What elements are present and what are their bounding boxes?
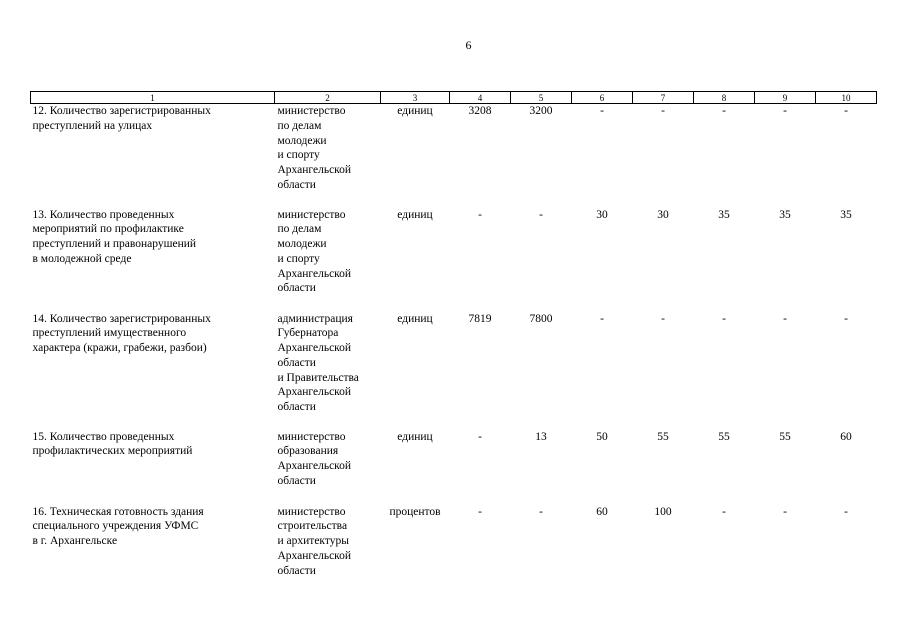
indicator-name-line: в г. Архангельске xyxy=(32,535,118,548)
value-cell: - xyxy=(539,208,543,221)
responsible-executor-line: молодежи xyxy=(277,134,327,147)
responsible-executor-line: администрация xyxy=(277,312,353,325)
responsible-executor-line: Архангельской xyxy=(277,267,352,280)
value-cell: - xyxy=(783,505,787,518)
unit-cell: единиц xyxy=(397,105,433,117)
page-number: 6 xyxy=(465,38,472,52)
table-row xyxy=(31,208,877,312)
header-cell: 4 xyxy=(450,92,511,104)
value-cell: - xyxy=(783,105,787,117)
value-cell: - xyxy=(722,312,726,325)
indicator-name xyxy=(31,505,275,600)
indicator-name-line: преступлений и правонарушений xyxy=(32,238,197,251)
value-cell: - xyxy=(661,105,665,117)
value-cell: 60 xyxy=(840,430,852,443)
responsible-executor-line: и архитектуры xyxy=(277,535,349,548)
responsible-executor-line: области xyxy=(277,356,316,369)
responsible-executor-line: области xyxy=(277,564,316,577)
responsible-executor-line: и Правительства xyxy=(277,371,359,384)
header-cell: 8 xyxy=(694,92,755,104)
table-row xyxy=(31,104,877,208)
value-cell: - xyxy=(722,105,726,117)
header-cell: 6 xyxy=(572,92,633,104)
responsible-executor-line: Архангельской xyxy=(277,386,352,399)
indicator-name-line: преступлений имущественного xyxy=(32,327,187,340)
value-cell: 3200 xyxy=(529,105,553,117)
responsible-executor-line: молодежи xyxy=(277,238,327,251)
indicator-name-line: мероприятий по профилактике xyxy=(32,223,184,236)
responsible-executor-line: области xyxy=(277,474,316,487)
header-cell: 7 xyxy=(633,92,694,104)
value-cell: 3208 xyxy=(468,105,492,117)
indicator-name xyxy=(31,104,275,208)
value-cell: - xyxy=(661,312,665,325)
indicator-name-line: характера (кражи, грабежи, разбои) xyxy=(32,342,207,355)
indicator-name-line: специального учреждения УФМС xyxy=(32,520,199,533)
value-cell: 100 xyxy=(654,505,672,518)
value-cell: 55 xyxy=(657,430,669,443)
responsible-executor-line: области xyxy=(277,178,316,191)
responsible-executor-line: министерство xyxy=(277,430,346,443)
responsible-executor-line: Архангельской xyxy=(277,164,352,177)
responsible-executor-line: строительства xyxy=(277,520,348,533)
value-cell: - xyxy=(844,312,848,325)
responsible-executor-line: Губернатора xyxy=(277,327,339,340)
responsible-executor-line: и спорту xyxy=(277,252,320,265)
value-cell: - xyxy=(478,505,482,518)
responsible-executor xyxy=(275,312,381,430)
indicator-name-line: профилактических мероприятий xyxy=(32,445,193,458)
indicator-name xyxy=(31,208,275,312)
indicator-name-line: 16. Техническая готовность здания xyxy=(32,505,204,518)
responsible-executor-line: министерство xyxy=(277,105,346,117)
responsible-executor-line: и спорту xyxy=(277,149,320,162)
value-cell: - xyxy=(478,430,482,443)
indicator-name-line: 15. Количество проведенных xyxy=(32,430,175,443)
unit-cell: процентов xyxy=(389,505,441,518)
table-row xyxy=(31,430,877,505)
value-cell: 30 xyxy=(657,208,669,221)
indicator-name-line: преступлений на улицах xyxy=(32,119,153,132)
indicators-table xyxy=(30,91,877,600)
header-cell: 9 xyxy=(755,92,816,104)
table-body xyxy=(31,104,877,600)
value-cell: 7800 xyxy=(529,312,553,325)
value-cell: 35 xyxy=(779,208,791,221)
responsible-executor-line: образования xyxy=(277,445,339,458)
value-cell: - xyxy=(783,312,787,325)
responsible-executor-line: Архангельской xyxy=(277,460,352,473)
responsible-executor-line: области xyxy=(277,282,316,295)
value-cell: 13 xyxy=(535,430,547,443)
responsible-executor xyxy=(275,430,381,505)
unit-cell: единиц xyxy=(397,430,433,443)
header-cell: 10 xyxy=(816,92,877,104)
table-row xyxy=(31,505,877,600)
value-cell: - xyxy=(722,505,726,518)
value-cell: 50 xyxy=(596,430,608,443)
responsible-executor-line: министерство xyxy=(277,505,346,518)
indicator-name xyxy=(31,430,275,505)
responsible-executor xyxy=(275,208,381,312)
header-row xyxy=(31,92,877,104)
value-cell: - xyxy=(539,505,543,518)
value-cell: 35 xyxy=(840,208,852,221)
indicator-name-line: 14. Количество зарегистрированных xyxy=(32,312,211,325)
value-cell: - xyxy=(600,312,604,325)
unit-cell: единиц xyxy=(397,312,433,325)
indicator-name-line: в молодежной среде xyxy=(32,252,132,265)
value-cell: - xyxy=(600,105,604,117)
value-cell: - xyxy=(478,208,482,221)
indicator-name-line: 12. Количество зарегистрированных xyxy=(32,105,211,117)
indicator-name xyxy=(31,312,275,430)
unit-cell: единиц xyxy=(397,208,433,221)
header-cell: 2 xyxy=(275,92,381,104)
responsible-executor-line: министерство xyxy=(277,208,346,221)
value-cell: 35 xyxy=(718,208,730,221)
value-cell: 60 xyxy=(596,505,608,518)
header-cell: 1 xyxy=(31,92,275,104)
header-cell: 3 xyxy=(381,92,450,104)
responsible-executor-line: Архангельской xyxy=(277,342,352,355)
header-cell: 5 xyxy=(511,92,572,104)
responsible-executor-line: области xyxy=(277,401,316,414)
responsible-executor xyxy=(275,104,381,208)
responsible-executor xyxy=(275,505,381,600)
responsible-executor-line: по делам xyxy=(277,119,322,132)
responsible-executor-line: Архангельской xyxy=(277,549,352,562)
value-cell: 55 xyxy=(718,430,730,443)
value-cell: - xyxy=(844,105,848,117)
value-cell: - xyxy=(844,505,848,518)
value-cell: 55 xyxy=(779,430,791,443)
responsible-executor-line: по делам xyxy=(277,223,322,236)
value-cell: 30 xyxy=(596,208,608,221)
indicator-name-line: 13. Количество проведенных xyxy=(32,208,175,221)
value-cell: 7819 xyxy=(468,312,492,325)
table-row xyxy=(31,312,877,430)
